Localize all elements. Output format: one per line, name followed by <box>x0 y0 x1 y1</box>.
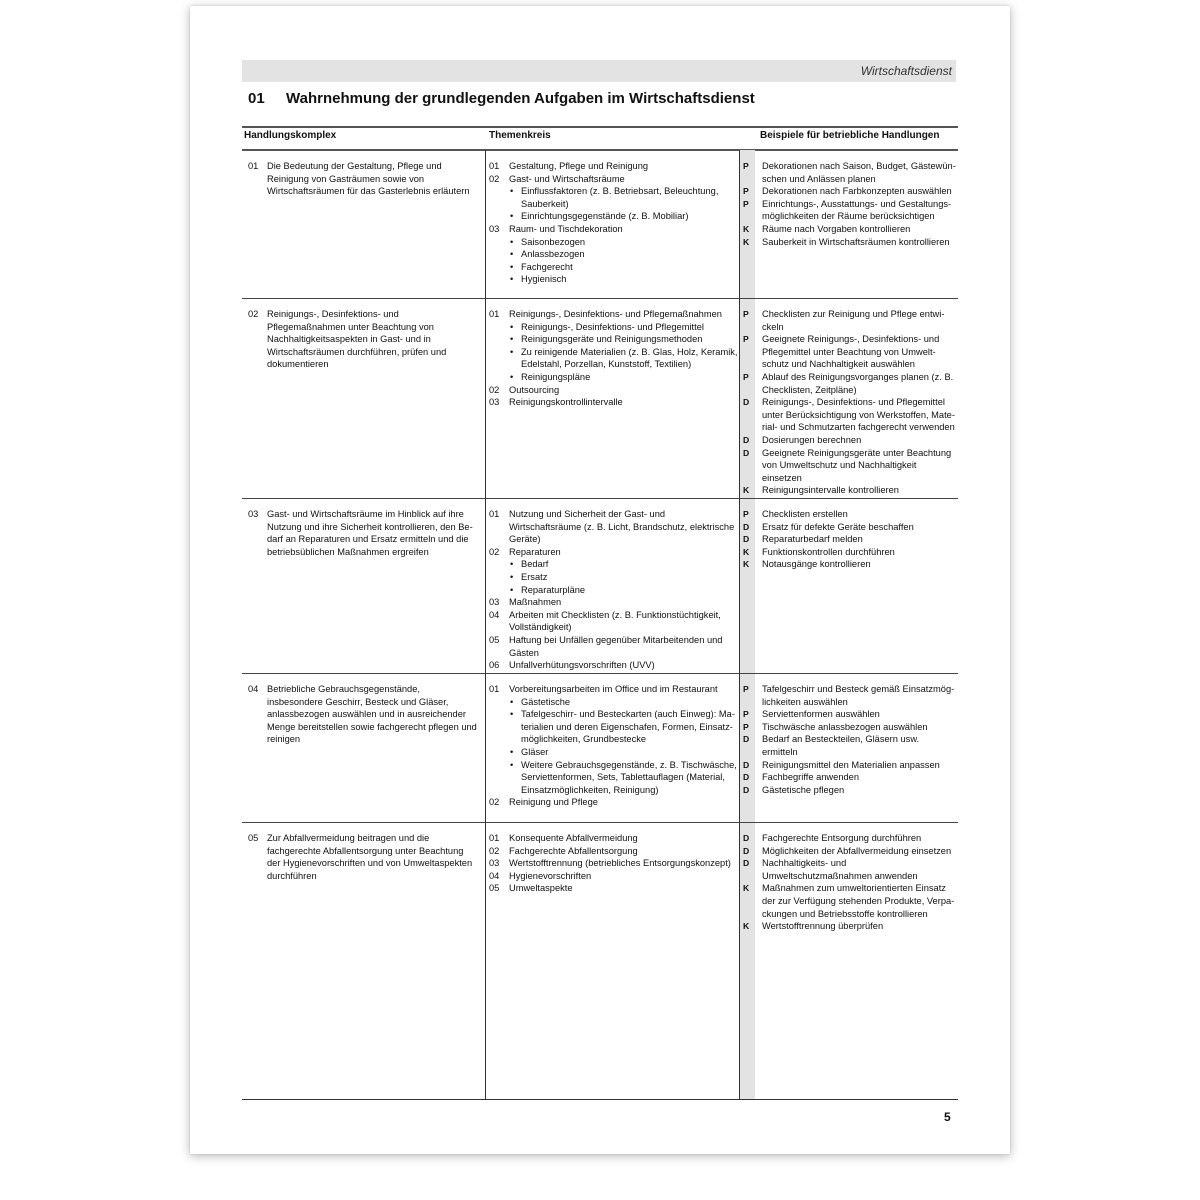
action-item <box>740 236 956 249</box>
topic-text: Fachgerechte Abfallentsorgung <box>509 845 638 856</box>
themenkreis-cell <box>489 683 739 809</box>
action-text: Wertstofftrennung überprüfen <box>762 921 884 932</box>
action-item <box>740 832 956 845</box>
topic-number: 05 <box>489 883 500 894</box>
topic-number: 04 <box>489 870 500 881</box>
action-item <box>740 546 956 559</box>
action-item <box>740 185 956 198</box>
topic-bullet: • Tafelgeschirr- und Besteckarten (auch Einweg): Materialien und deren Eigenschafen, Formen, Einsatzmöglichkeiten, Grundbestecke <box>489 708 739 746</box>
topic-text: Haftung bei Unfällen gegenüber Mitarbeitenden und Gästen <box>509 634 723 658</box>
action-code: D <box>743 772 750 783</box>
action-text: Reparaturbedarf melden <box>762 534 863 545</box>
topic-bullet: • Reparaturpläne <box>489 584 739 597</box>
handlungskomplex-cell <box>248 683 478 746</box>
action-code: D <box>743 447 750 458</box>
topic-number: 01 <box>489 509 500 519</box>
action-code: K <box>743 485 750 496</box>
action-code: K <box>743 223 750 234</box>
topic-bullet: • Fachgerecht <box>489 261 739 274</box>
action-text: Ersatz für defekte Geräte beschaffen <box>762 521 914 532</box>
action-text: Einrichtungs-, Ausstattungs- und Gestaltungsmöglichkeiten der Räume berücksichtigen <box>762 198 952 222</box>
action-item <box>740 521 956 534</box>
action-text: Reinigungsmittel den Materialien anpassen <box>762 759 940 770</box>
table-row <box>242 822 958 1100</box>
action-text: Tischwäsche anlassbezogen auswählen <box>762 721 928 732</box>
beispiele-cell <box>740 308 956 497</box>
topic-bullet: • Ersatz <box>489 571 739 584</box>
action-code: D <box>743 784 750 795</box>
topic-text: Reparaturen <box>509 546 561 557</box>
action-item <box>740 733 956 758</box>
action-code: P <box>743 198 749 209</box>
topic-number: 03 <box>489 597 500 608</box>
action-code: D <box>743 434 750 445</box>
action-item <box>740 558 956 571</box>
topic-text: Hygienevorschriften <box>509 870 592 881</box>
action-code: K <box>743 546 750 557</box>
topic-item <box>489 634 739 659</box>
document-page <box>190 6 1010 1154</box>
action-code: P <box>743 161 749 171</box>
action-item <box>740 920 956 933</box>
action-text: Checklisten zur Reinigung und Pflege entwickeln <box>762 309 945 332</box>
action-item <box>740 396 956 434</box>
action-code: K <box>743 559 750 570</box>
action-code: P <box>743 721 749 732</box>
table-row <box>242 150 958 299</box>
action-text: Ablauf des Reinigungsvorganges planen (z. B. Checklisten, Zeitpläne) <box>762 371 954 395</box>
topic-item <box>489 173 739 186</box>
action-code: D <box>743 534 750 545</box>
topic-item <box>489 396 739 409</box>
action-item <box>740 533 956 546</box>
action-item <box>740 845 956 858</box>
beispiele-cell <box>740 832 956 933</box>
action-text: Räume nach Vorgaben kontrollieren <box>762 223 911 234</box>
topic-item <box>489 609 739 634</box>
topic-item <box>489 160 739 173</box>
action-text: Serviettenformen auswählen <box>762 709 880 720</box>
handlungskomplex-cell <box>248 308 478 371</box>
topic-number: 06 <box>489 660 500 671</box>
beispiele-cell <box>740 508 956 571</box>
action-item <box>740 759 956 772</box>
action-item <box>740 882 956 920</box>
topic-number: 03 <box>489 223 500 234</box>
topic-text: Konsequente Abfallvermeidung <box>509 833 638 843</box>
topic-number: 04 <box>489 609 500 620</box>
row-number: 03 <box>248 509 259 519</box>
handlungskomplex-cell <box>248 832 478 882</box>
topic-text: Gestaltung, Pflege und Reinigung <box>509 161 649 171</box>
action-item <box>740 434 956 447</box>
topic-text: Unfallverhütungsvorschriften (UVV) <box>509 660 655 671</box>
action-text: Reinigungsintervalle kontrollieren <box>762 485 899 496</box>
topic-number: 01 <box>489 309 500 319</box>
topic-bullet: • Zu reinigende Materialien (z. B. Glas, Holz, Keramik, Edelstahl, Porzellan, Kunststoff, Textilien) <box>489 346 739 371</box>
topic-bullet: • Bedarf <box>489 558 739 571</box>
action-item <box>740 223 956 236</box>
action-code: P <box>743 509 749 519</box>
topic-item <box>489 223 739 236</box>
action-item <box>740 484 956 497</box>
topic-item <box>489 882 739 895</box>
action-text: Dosierungen berechnen <box>762 434 862 445</box>
themenkreis-cell <box>489 308 739 409</box>
topic-number: 02 <box>489 546 500 557</box>
action-code: D <box>743 858 750 869</box>
action-text: Fachbegriffe anwenden <box>762 772 859 783</box>
row-number: 02 <box>248 309 259 319</box>
topic-number: 02 <box>489 797 500 808</box>
topic-number: 05 <box>489 634 500 645</box>
table-row <box>242 298 958 499</box>
section-title-text: Wahrnehmung der grundlegenden Aufgaben im Wirtschaftsdienst <box>286 90 755 107</box>
handlungskomplex-text: Reinigungs-, Desinfektions- und Pflegemaßnahmen unter Beachtung von Nachhaltigkeitsaspekten in Gast- und in Wirtschaftsräumen durchführen, prüfen und dokumentieren <box>267 309 447 370</box>
themenkreis-cell <box>489 508 739 672</box>
topic-item <box>489 845 739 858</box>
action-code: K <box>743 236 750 247</box>
topic-number: 02 <box>489 384 500 395</box>
action-item <box>740 198 956 223</box>
action-item <box>740 721 956 734</box>
action-code: P <box>743 684 749 694</box>
action-text: Nachhaltigkeits- und Umweltschutzmaßnahmen anwenden <box>762 858 918 881</box>
topic-text: Reinigungs-, Desinfektions- und Pflegemaßnahmen <box>509 309 722 319</box>
section-title <box>248 90 755 107</box>
action-code: P <box>743 186 749 197</box>
topic-text: Vorbereitungsarbeiten im Office und im Restaurant <box>509 684 718 694</box>
action-code: P <box>743 309 749 319</box>
running-header: Wirtschaftsdienst <box>242 60 956 82</box>
action-code: D <box>743 521 750 532</box>
action-item <box>740 371 956 396</box>
beispiele-cell <box>740 160 956 248</box>
action-item <box>740 447 956 485</box>
action-item <box>740 708 956 721</box>
action-code: P <box>743 709 749 720</box>
action-code: K <box>743 921 750 932</box>
action-text: Checklisten erstellen <box>762 509 848 519</box>
action-code: D <box>743 397 750 408</box>
topic-text: Outsourcing <box>509 384 560 395</box>
action-code: D <box>743 833 750 843</box>
topic-bullet: • Reinigungs-, Desinfektions- und Pflegemittel <box>489 321 739 334</box>
topic-bullet: • Anlassbezogen <box>489 248 739 261</box>
topic-item <box>489 546 739 559</box>
page-number: 5 <box>944 1110 951 1124</box>
action-text: Gästetische pflegen <box>762 784 845 795</box>
action-item <box>740 771 956 784</box>
action-item <box>740 333 956 371</box>
handlungskomplex-text: Betriebliche Gebrauchsgegenstände, insbesondere Geschirr, Besteck und Gläser, anlassbezogen auswählen und in ausreichender Menge bereitstellen sowie fachgerecht pflegen und reinigen <box>267 684 477 745</box>
column-header-beispiele: Beispiele für betriebliche Handlungen <box>760 130 940 141</box>
column-header-themenkreis: Themenkreis <box>489 130 551 141</box>
themenkreis-cell <box>489 160 739 286</box>
action-text: Fachgerechte Entsorgung durchführen <box>762 833 922 843</box>
topic-number: 02 <box>489 173 500 184</box>
topic-item <box>489 308 739 321</box>
handlungskomplex-text: Die Bedeutung der Gestaltung, Pflege und Reinigung von Gasträumen sowie von Wirtschaftsräumen für das Gasterlebnis erläutern <box>267 161 470 197</box>
action-item <box>740 160 956 185</box>
topic-bullet: • Gästetische <box>489 696 739 709</box>
themenkreis-cell <box>489 832 739 895</box>
topic-item <box>489 870 739 883</box>
topic-text: Arbeiten mit Checklisten (z. B. Funktionstüchtigkeit, Vollständigkeit) <box>509 609 721 633</box>
header-top-rule <box>242 126 958 128</box>
topic-text: Raum- und Tischdekoration <box>509 223 623 234</box>
row-number: 01 <box>248 161 259 171</box>
topic-text: Reinigung und Pflege <box>509 797 598 808</box>
handlungskomplex-cell <box>248 508 478 558</box>
action-item <box>740 308 956 333</box>
action-text: Funktionskontrollen durchführen <box>762 546 895 557</box>
topic-number: 01 <box>489 684 500 694</box>
section-number: 01 <box>248 90 265 107</box>
action-text: Notausgänge kontrollieren <box>762 559 871 570</box>
handlungskomplex-text: Zur Abfallvermeidung beitragen und die fachgerechte Abfallentsorgung unter Beachtung der Hygienevorschriften und von Umweltaspekten durchführen <box>267 833 473 881</box>
topic-bullet: • Reinigungspläne <box>489 371 739 384</box>
topic-bullet: • Hygienisch <box>489 273 739 286</box>
action-text: Bedarf an Besteckteilen, Gläsern usw. ermitteln <box>762 734 920 757</box>
handlungskomplex-cell <box>248 160 478 198</box>
action-code: P <box>743 334 749 345</box>
action-code: D <box>743 845 750 856</box>
action-code: D <box>743 734 750 745</box>
action-text: Dekorationen nach Farbkonzepten auswählen <box>762 186 952 197</box>
topic-item <box>489 683 739 696</box>
topic-number: 02 <box>489 845 500 856</box>
table-row <box>242 673 958 823</box>
action-item <box>740 857 956 882</box>
action-code: K <box>743 883 750 894</box>
action-text: Dekorationen nach Saison, Budget, Gästewünschen und Anlässen planen <box>762 161 956 184</box>
action-text: Reinigungs-, Desinfektions- und Pflegemittel unter Berücksichtigung von Werkstoffen, Material- und Schmutzarten fachgerecht verwenden <box>762 397 955 433</box>
topic-bullet: • Weitere Gebrauchsgegenstände, z. B. Tischwäsche, Serviettenformen, Sets, Tablettauflagen (Material, Einsatzmöglichkeiten, Reinigung) <box>489 759 739 797</box>
action-text: Maßnahmen zum umweltorientierten Einsatz der zur Verfügung stehenden Produkte, Verpackungen und Betriebsstoffe kontrollieren <box>762 883 955 919</box>
table-row <box>242 498 958 674</box>
topic-item <box>489 508 739 546</box>
topic-number: 03 <box>489 397 500 408</box>
topic-text: Gast- und Wirtschaftsräume <box>509 173 625 184</box>
handlungskomplex-text: Gast- und Wirtschaftsräume im Hinblick auf ihre Nutzung und ihre Sicherheit kontrollieren, den Bedarf an Reparaturen und Ersatz ermitteln und die betriebsüblichen Maßnahmen ergreifen <box>267 509 473 557</box>
topic-item <box>489 659 739 672</box>
row-number: 04 <box>248 684 259 694</box>
table-bottom-rule <box>242 1099 958 1100</box>
action-item <box>740 683 956 708</box>
topic-text: Maßnahmen <box>509 597 562 608</box>
topic-text: Wertstofftrennung (betriebliches Entsorgungskonzept) <box>509 858 731 869</box>
action-text: Geeignete Reinigungsgeräte unter Beachtung von Umweltschutz und Nachhaltigkeit einsetzen <box>762 447 952 483</box>
topic-bullet: • Einrichtungsgegenstände (z. B. Mobiliar) <box>489 210 739 223</box>
topic-number: 01 <box>489 161 500 171</box>
topic-item <box>489 796 739 809</box>
topic-number: 01 <box>489 833 500 843</box>
topic-item <box>489 596 739 609</box>
action-text: Sauberkeit in Wirtschaftsräumen kontrollieren <box>762 236 950 247</box>
action-item <box>740 784 956 797</box>
action-text: Möglichkeiten der Abfallvermeidung einsetzen <box>762 845 952 856</box>
action-text: Tafelgeschirr und Besteck gemäß Einsatzmöglichkeiten auswählen <box>762 684 955 707</box>
topic-item <box>489 857 739 870</box>
column-header-handlungskomplex: Handlungskomplex <box>244 130 337 141</box>
topic-bullet: • Gläser <box>489 746 739 759</box>
topic-item <box>489 384 739 397</box>
action-code: D <box>743 759 750 770</box>
row-number: 05 <box>248 833 259 843</box>
topic-text: Umweltaspekte <box>509 883 573 894</box>
topic-text: Reinigungskontrollintervalle <box>509 397 623 408</box>
topic-number: 03 <box>489 858 500 869</box>
beispiele-cell <box>740 683 956 796</box>
topic-item <box>489 832 739 845</box>
topic-text: Nutzung und Sicherheit der Gast- und Wirtschaftsräume (z. B. Licht, Brandschutz, elektrische Geräte) <box>509 509 735 545</box>
topic-bullet: • Reinigungsgeräte und Reinigungsmethoden <box>489 333 739 346</box>
action-text: Geeignete Reinigungs-, Desinfektions- und Pflegemittel unter Beachtung von Umweltschutz und Nachhaltigkeit auswählen <box>762 334 940 370</box>
action-code: P <box>743 371 749 382</box>
action-item <box>740 508 956 521</box>
topic-bullet: • Saisonbezogen <box>489 236 739 249</box>
topic-bullet: • Einflussfaktoren (z. B. Betriebsart, Beleuchtung, Sauberkeit) <box>489 185 739 210</box>
